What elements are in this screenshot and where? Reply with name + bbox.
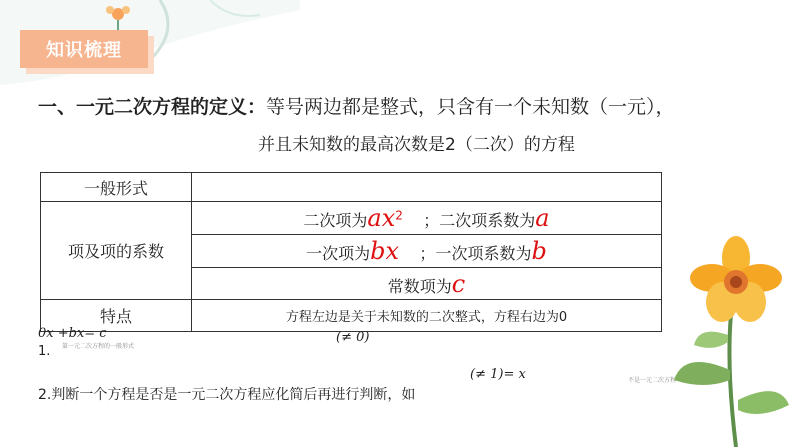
quadratic-term-cell: 二次项为$ax^2$ ；二次项系数为a	[192, 202, 662, 235]
section-header	[20, 30, 148, 68]
linear-coef-value: b	[531, 237, 547, 265]
constant-term-cell: 常数项为c	[192, 268, 662, 300]
flower-decoration	[664, 230, 794, 447]
linear-term-cell: 一次项为bx ；一次项系数为b	[192, 235, 662, 268]
feature-label: 特点	[41, 300, 192, 332]
right-small-caption: 不是一元二次方程	[628, 377, 677, 384]
definition-line-1	[38, 92, 675, 119]
definition-text-1: 等号两边都是整式，只含有一个未知数（一元），	[266, 96, 675, 118]
quadratic-coef-value: a	[535, 204, 550, 232]
general-form-value	[192, 173, 662, 202]
general-form-label: 一般形式	[41, 173, 192, 202]
quadratic-term-value: ax	[367, 204, 396, 232]
constant-term-value: c	[451, 269, 466, 298]
example-fragment: (≠ 1)= x	[470, 367, 526, 382]
note-2: 2.判断一个方程是否是一元二次方程应化简后再进行判断，如	[38, 387, 416, 403]
terms-label: 项及项的系数	[41, 202, 192, 300]
formula-small-caption: 第一元二次方程的一般形式	[62, 343, 135, 350]
summary-table	[40, 172, 662, 332]
linear-term-value: bx	[370, 237, 400, 265]
feature-text: 方程左边是关于未知数的二次整式，方程右边为0	[192, 300, 662, 332]
section-title: 知识梳理	[46, 40, 122, 61]
condition-fragment: (≠ 0)	[336, 330, 370, 345]
note-1: 1.	[38, 344, 51, 359]
formula-fragment: 0x +bx= c	[38, 326, 107, 341]
definition-line-2: 并且未知数的最高次数是2（二次）的方程	[258, 135, 575, 155]
quadratic-term-exponent: 2	[395, 208, 403, 223]
definition-lead: 一、一元二次方程的定义：	[38, 96, 267, 118]
